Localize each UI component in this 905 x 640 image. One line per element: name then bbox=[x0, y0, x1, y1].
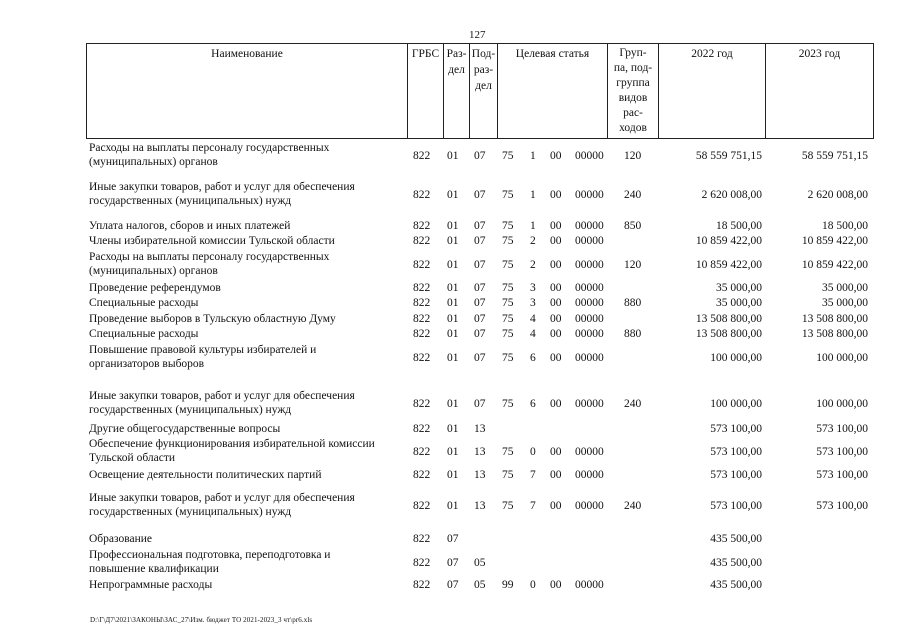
row-rz: 01 bbox=[447, 297, 459, 309]
row-grbs: 822 bbox=[413, 579, 431, 591]
row-t1: 75 bbox=[502, 220, 514, 232]
row-v2022: 573 100,00 bbox=[710, 469, 762, 481]
row-grbs: 822 bbox=[413, 313, 431, 325]
row-t4: 00000 bbox=[575, 579, 604, 591]
row-grp: 120 bbox=[624, 259, 642, 271]
row-grbs: 822 bbox=[413, 150, 431, 162]
row-t4: 00000 bbox=[575, 297, 604, 309]
row-rz: 01 bbox=[447, 469, 459, 481]
row-name: Непрограммные расходы bbox=[89, 579, 213, 591]
row-grp: 240 bbox=[624, 398, 642, 410]
row-v2022: 35 000,00 bbox=[716, 297, 762, 309]
row-rz: 01 bbox=[447, 446, 459, 458]
row-pr: 05 bbox=[474, 579, 486, 591]
row-v2022: 435 500,00 bbox=[710, 557, 762, 569]
row-t2: 7 bbox=[530, 469, 536, 481]
row-grbs: 822 bbox=[413, 533, 431, 545]
row-grbs: 822 bbox=[413, 469, 431, 481]
row-t3: 00 bbox=[550, 469, 562, 481]
row-pr: 07 bbox=[474, 150, 486, 162]
row-grp: 850 bbox=[624, 220, 642, 232]
row-t2: 6 bbox=[530, 352, 536, 364]
row-pr: 07 bbox=[474, 352, 486, 364]
row-t4: 00000 bbox=[575, 282, 604, 294]
row-v2022: 100 000,00 bbox=[710, 352, 762, 364]
row-v2023: 10 859 422,00 bbox=[801, 259, 868, 271]
row-rz: 01 bbox=[447, 235, 459, 247]
table-row bbox=[0, 578, 905, 592]
row-t4: 00000 bbox=[575, 352, 604, 364]
row-v2023: 573 100,00 bbox=[816, 500, 868, 512]
table-row bbox=[0, 468, 905, 482]
row-v2023: 35 000,00 bbox=[822, 282, 868, 294]
row-t3: 00 bbox=[550, 579, 562, 591]
header-2022: 2022 год bbox=[658, 43, 766, 139]
row-grbs: 822 bbox=[413, 398, 431, 410]
row-name: Иные закупки товаров, работ и услуг для обеспечения государственных (муниципальных) нужд bbox=[89, 390, 355, 416]
row-t4: 00000 bbox=[575, 189, 604, 201]
row-t1: 75 bbox=[502, 282, 514, 294]
row-t3: 00 bbox=[550, 150, 562, 162]
row-t2: 4 bbox=[530, 313, 536, 325]
row-t2: 4 bbox=[530, 328, 536, 340]
row-t3: 00 bbox=[550, 398, 562, 410]
table-row bbox=[0, 250, 905, 280]
row-v2022: 18 500,00 bbox=[716, 220, 762, 232]
row-v2022: 13 508 800,00 bbox=[695, 313, 762, 325]
row-t1: 75 bbox=[502, 297, 514, 309]
row-t1: 75 bbox=[502, 235, 514, 247]
row-name: Повышение правовой культуры избирателей и организаторов выборов bbox=[89, 344, 317, 370]
row-name: Члены избирательной комиссии Тульской области bbox=[89, 235, 335, 247]
row-v2022: 573 100,00 bbox=[710, 500, 762, 512]
row-v2023: 10 859 422,00 bbox=[801, 235, 868, 247]
row-name: Уплата налогов, сборов и иных платежей bbox=[89, 220, 291, 232]
row-name: Обеспечение функционирования избирательной комиссии Тульской области bbox=[89, 438, 375, 464]
row-t2: 7 bbox=[530, 500, 536, 512]
row-t4: 00000 bbox=[575, 235, 604, 247]
row-pr: 13 bbox=[474, 423, 486, 435]
row-t1: 75 bbox=[502, 313, 514, 325]
row-t3: 00 bbox=[550, 313, 562, 325]
row-t3: 00 bbox=[550, 297, 562, 309]
row-name: Профессиональная подготовка, переподготовка и повышение квалификации bbox=[89, 549, 331, 575]
row-t1: 75 bbox=[502, 189, 514, 201]
row-v2022: 435 500,00 bbox=[710, 533, 762, 545]
row-t4: 00000 bbox=[575, 446, 604, 458]
row-rz: 01 bbox=[447, 398, 459, 410]
row-t3: 00 bbox=[550, 220, 562, 232]
header-expense-group: Груп- па, под- группа видов рас- ходов bbox=[607, 43, 659, 139]
row-v2023: 573 100,00 bbox=[816, 446, 868, 458]
table-row bbox=[0, 437, 905, 467]
table-row bbox=[0, 296, 905, 310]
row-t2: 0 bbox=[530, 579, 536, 591]
row-grbs: 822 bbox=[413, 282, 431, 294]
row-t3: 00 bbox=[550, 500, 562, 512]
row-t3: 00 bbox=[550, 446, 562, 458]
row-rz: 01 bbox=[447, 220, 459, 232]
row-grp: 880 bbox=[624, 297, 642, 309]
row-pr: 07 bbox=[474, 297, 486, 309]
file-path-footer: D:\Г\Д7\2021\ЗАКОНЫ\ЗАС_27\Изм. бюджет ТО 2021-2023_3 чт\pr6.xls bbox=[90, 616, 313, 624]
row-grp: 880 bbox=[624, 328, 642, 340]
row-grbs: 822 bbox=[413, 220, 431, 232]
row-grp: 240 bbox=[624, 500, 642, 512]
table-row bbox=[0, 180, 905, 210]
table-row bbox=[0, 422, 905, 436]
row-t4: 00000 bbox=[575, 220, 604, 232]
row-t2: 2 bbox=[530, 235, 536, 247]
row-grbs: 822 bbox=[413, 557, 431, 569]
table-row bbox=[0, 327, 905, 341]
row-grbs: 822 bbox=[413, 297, 431, 309]
row-t4: 00000 bbox=[575, 259, 604, 271]
row-v2022: 573 100,00 bbox=[710, 423, 762, 435]
row-t1: 75 bbox=[502, 469, 514, 481]
row-t2: 3 bbox=[530, 282, 536, 294]
row-name: Проведение референдумов bbox=[89, 282, 221, 294]
header-razdel: Раз- дел bbox=[443, 43, 470, 139]
row-v2022: 2 620 008,00 bbox=[701, 189, 762, 201]
row-v2022: 13 508 800,00 bbox=[695, 328, 762, 340]
row-grbs: 822 bbox=[413, 423, 431, 435]
table-row bbox=[0, 491, 905, 521]
row-t1: 75 bbox=[502, 328, 514, 340]
row-rz: 01 bbox=[447, 328, 459, 340]
row-t2: 0 bbox=[530, 446, 536, 458]
row-rz: 01 bbox=[447, 423, 459, 435]
row-pr: 05 bbox=[474, 557, 486, 569]
row-t3: 00 bbox=[550, 259, 562, 271]
row-rz: 01 bbox=[447, 259, 459, 271]
row-name: Освещение деятельности политических партий bbox=[89, 469, 322, 481]
row-rz: 01 bbox=[447, 313, 459, 325]
row-grbs: 822 bbox=[413, 500, 431, 512]
row-name: Специальные расходы bbox=[89, 297, 199, 309]
row-t4: 00000 bbox=[575, 500, 604, 512]
row-grp: 120 bbox=[624, 150, 642, 162]
row-pr: 13 bbox=[474, 469, 486, 481]
header-podrazdel: Под- раз- дел bbox=[469, 43, 498, 139]
row-v2022: 35 000,00 bbox=[716, 282, 762, 294]
row-pr: 07 bbox=[474, 282, 486, 294]
row-t1: 75 bbox=[502, 398, 514, 410]
row-rz: 07 bbox=[447, 579, 459, 591]
row-t2: 1 bbox=[530, 150, 536, 162]
row-v2022: 10 859 422,00 bbox=[695, 235, 762, 247]
row-t2: 6 bbox=[530, 398, 536, 410]
row-t4: 00000 bbox=[575, 150, 604, 162]
row-v2023: 100 000,00 bbox=[816, 352, 868, 364]
row-t1: 75 bbox=[502, 446, 514, 458]
row-t2: 1 bbox=[530, 189, 536, 201]
row-grbs: 822 bbox=[413, 259, 431, 271]
table-row bbox=[0, 532, 905, 546]
row-t3: 00 bbox=[550, 282, 562, 294]
row-grbs: 822 bbox=[413, 352, 431, 364]
row-v2022: 100 000,00 bbox=[710, 398, 762, 410]
row-pr: 13 bbox=[474, 446, 486, 458]
row-v2022: 58 559 751,15 bbox=[695, 150, 762, 162]
row-name: Проведение выборов в Тульскую областную Думу bbox=[89, 313, 336, 325]
table-row bbox=[0, 312, 905, 326]
row-rz: 01 bbox=[447, 282, 459, 294]
row-t3: 00 bbox=[550, 328, 562, 340]
table-row bbox=[0, 548, 905, 578]
row-pr: 07 bbox=[474, 189, 486, 201]
row-name: Иные закупки товаров, работ и услуг для обеспечения государственных (муниципальных) нужд bbox=[89, 492, 355, 518]
table-row bbox=[0, 219, 905, 233]
page-number: 127 bbox=[469, 29, 486, 41]
row-grbs: 822 bbox=[413, 189, 431, 201]
row-t4: 00000 bbox=[575, 328, 604, 340]
row-t4: 00000 bbox=[575, 469, 604, 481]
row-pr: 13 bbox=[474, 500, 486, 512]
row-name: Иные закупки товаров, работ и услуг для обеспечения государственных (муниципальных) нужд bbox=[89, 181, 355, 207]
row-v2022: 435 500,00 bbox=[710, 579, 762, 591]
table-row bbox=[0, 234, 905, 248]
row-v2023: 2 620 008,00 bbox=[807, 189, 868, 201]
row-grp: 240 bbox=[624, 189, 642, 201]
row-name: Расходы на выплаты персоналу государственных (муниципальных) органов bbox=[89, 142, 330, 168]
row-t2: 1 bbox=[530, 220, 536, 232]
row-rz: 01 bbox=[447, 500, 459, 512]
row-name: Специальные расходы bbox=[89, 328, 199, 340]
row-t1: 75 bbox=[502, 500, 514, 512]
row-pr: 07 bbox=[474, 313, 486, 325]
row-v2023: 573 100,00 bbox=[816, 469, 868, 481]
row-v2023: 35 000,00 bbox=[822, 297, 868, 309]
header-target-article: Целевая статья bbox=[497, 43, 608, 139]
row-name: Расходы на выплаты персоналу государственных (муниципальных) органов bbox=[89, 251, 330, 277]
row-pr: 07 bbox=[474, 220, 486, 232]
header-name: Наименование bbox=[86, 43, 408, 139]
row-v2022: 10 859 422,00 bbox=[695, 259, 762, 271]
row-t3: 00 bbox=[550, 235, 562, 247]
row-rz: 01 bbox=[447, 189, 459, 201]
row-v2023: 13 508 800,00 bbox=[801, 313, 868, 325]
row-t2: 3 bbox=[530, 297, 536, 309]
row-t3: 00 bbox=[550, 352, 562, 364]
row-pr: 07 bbox=[474, 235, 486, 247]
row-t1: 75 bbox=[502, 259, 514, 271]
row-v2023: 18 500,00 bbox=[822, 220, 868, 232]
row-v2022: 573 100,00 bbox=[710, 446, 762, 458]
row-t3: 00 bbox=[550, 189, 562, 201]
row-pr: 07 bbox=[474, 259, 486, 271]
row-rz: 07 bbox=[447, 557, 459, 569]
row-v2023: 58 559 751,15 bbox=[801, 150, 868, 162]
row-v2023: 13 508 800,00 bbox=[801, 328, 868, 340]
row-name: Образование bbox=[89, 533, 153, 545]
row-t4: 00000 bbox=[575, 313, 604, 325]
row-name: Другие общегосударственные вопросы bbox=[89, 423, 281, 435]
row-rz: 07 bbox=[447, 533, 459, 545]
table-row bbox=[0, 343, 905, 373]
row-pr: 07 bbox=[474, 328, 486, 340]
row-pr: 07 bbox=[474, 398, 486, 410]
row-t1: 75 bbox=[502, 352, 514, 364]
header-grbs: ГРБС bbox=[407, 43, 444, 139]
row-rz: 01 bbox=[447, 150, 459, 162]
row-v2023: 573 100,00 bbox=[816, 423, 868, 435]
header-2023: 2023 год bbox=[765, 43, 874, 139]
row-t4: 00000 bbox=[575, 398, 604, 410]
row-rz: 01 bbox=[447, 352, 459, 364]
row-t2: 2 bbox=[530, 259, 536, 271]
table-row bbox=[0, 281, 905, 295]
row-v2023: 100 000,00 bbox=[816, 398, 868, 410]
row-grbs: 822 bbox=[413, 446, 431, 458]
table-row bbox=[0, 389, 905, 419]
row-grbs: 822 bbox=[413, 235, 431, 247]
table-row bbox=[0, 141, 905, 171]
row-t1: 75 bbox=[502, 150, 514, 162]
row-grbs: 822 bbox=[413, 328, 431, 340]
row-t1: 99 bbox=[502, 579, 514, 591]
